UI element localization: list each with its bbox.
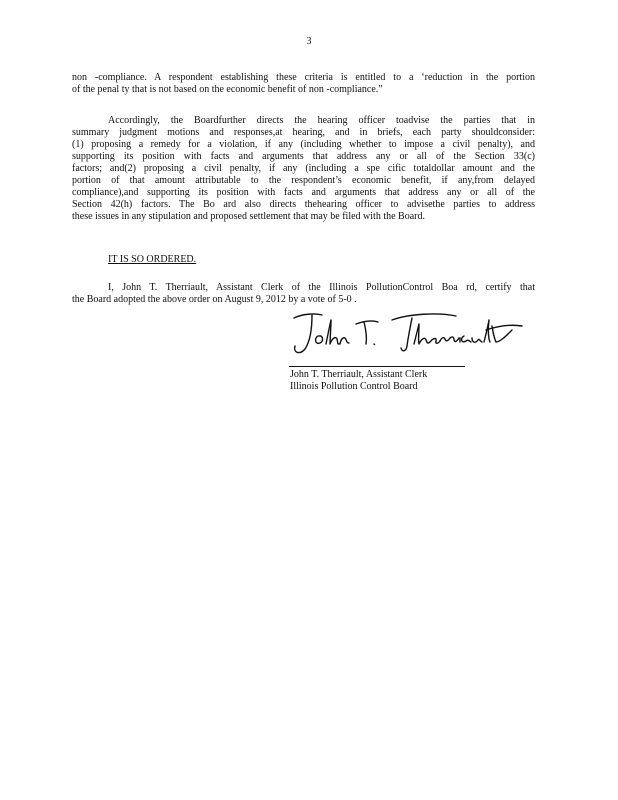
text-line: portion of that amount attributable to the respondent’s economic benefit, if any,from delayed — [72, 175, 535, 186]
text-line: (1) proposing a remedy for a violation, if any (including whether to impose a civil penalty), and — [72, 139, 535, 150]
handwritten-signature — [288, 308, 528, 358]
text-line: the Board adopted the above order on August 9, 2012 by a vote of 5-0 . — [72, 294, 357, 305]
certification-paragraph — [72, 282, 535, 306]
paragraph-compliance-reduction — [72, 72, 535, 96]
text-line: these issues in any stipulation and proposed settlement that may be filed with the Board. — [72, 211, 425, 222]
text-line: Accordingly, the Boardfurther directs the hearing officer toadvise the parties that in — [108, 115, 535, 126]
text-line: Section 42(h) factors. The Bo ard also directs thehearing officer to advisethe parties to address — [72, 199, 535, 210]
text-line: supporting its position with facts and arguments that address any or all of the Section 33(c) — [72, 151, 535, 162]
paragraph-hearing-officer-directions — [72, 115, 535, 223]
signer-name-title: John T. Therriault, Assistant Clerk — [290, 369, 428, 380]
text-line: non -compliance. A respondent establishing these criteria is entitled to a ‘reduction in the portion — [72, 72, 535, 83]
text-line: factors; and(2) proposing a civil penalty, if any (including a spe cific totaldollar amount and the — [72, 163, 535, 174]
text-line: of the penal ty that is not based on the economic benefit of non -compliance.” — [72, 84, 383, 95]
signer-organization: Illinois Pollution Control Board — [290, 381, 418, 392]
text-line: I, John T. Therriault, Assistant Clerk of the Illinois PollutionControl Boa rd, certify that — [108, 282, 535, 293]
signature-rule — [289, 366, 465, 367]
text-line: compliance),and supporting its position with facts and arguments that address any or all of the — [72, 187, 535, 198]
so-ordered-heading: IT IS SO ORDERED. — [108, 254, 197, 265]
text-line: summary judgment motions and responses,at hearing, and in briefs, each party shouldconsider: — [72, 127, 535, 138]
signature-block — [290, 369, 427, 393]
page-number: 3 — [306, 36, 312, 47]
